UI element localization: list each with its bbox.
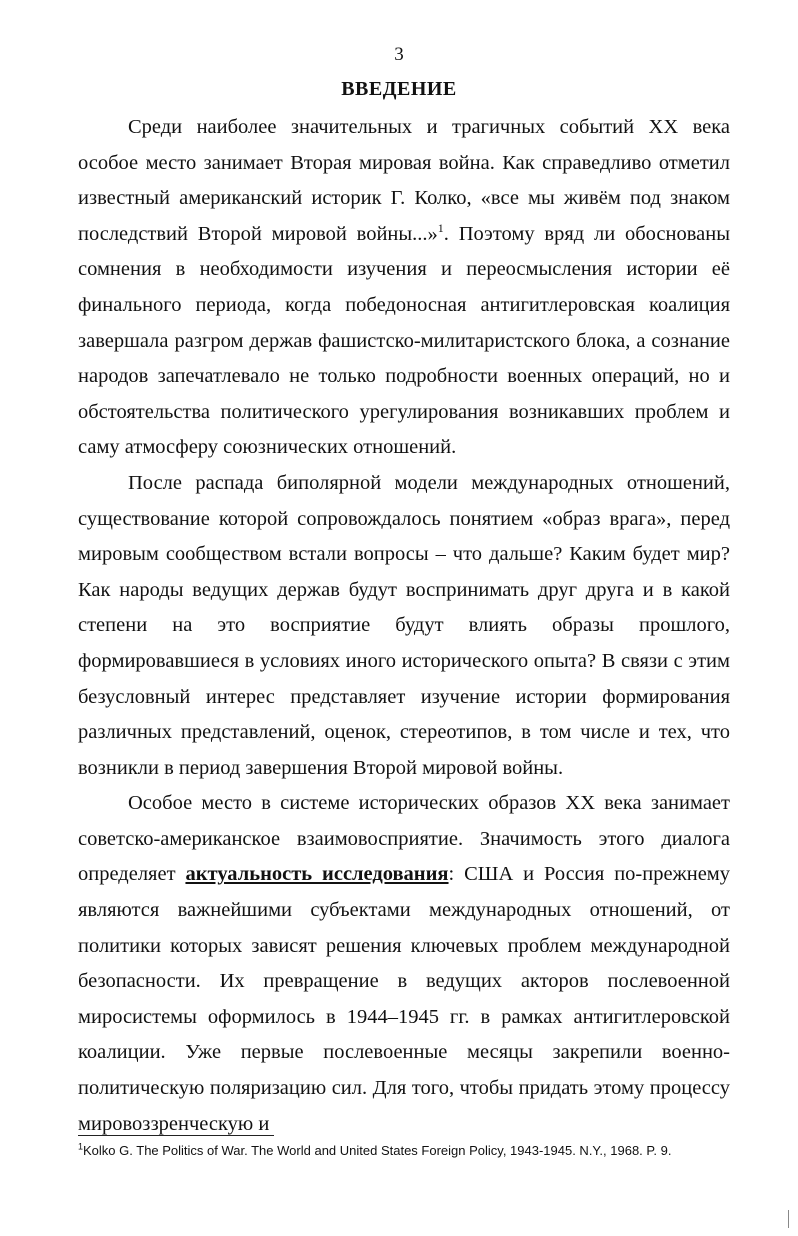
footnote-reference: 1 — [437, 220, 444, 235]
scan-edge-mark — [788, 1210, 789, 1228]
footnote-mark: 1 — [78, 1141, 84, 1152]
paragraph-3 — [78, 786, 730, 1142]
body-text — [78, 110, 730, 1142]
paragraph-1-text-b: . Поэтому вряд ли обоснованы сомнения в необходимости изучения и переосмысления истории её финального периода, когда победоносная антигитлеровская коалиция завершала разгром держав фашистско-милитаристского блока, а сознание народов запечатлевало не только подробности военных операций, но и обстоятельства политического урегулирования возникавших проблем и саму атмосферу союзнических отношений. — [78, 222, 730, 459]
paragraph-3-text-a: Особое место в системе исторических образов XX века занимает советско-американское взаимовосприятие. Значимость этого диалога определяет — [78, 792, 730, 886]
footnote — [78, 1142, 758, 1160]
relevance-term: актуальность исследования — [185, 863, 449, 886]
paragraph-2: После распада биполярной модели международных отношений, существование которой сопровождалось понятием «образ врага», перед мировым сообществом встали вопросы – что дальше? Каким будет мир? Как народы ведущих держав будут воспринимать друг друга и в какой степени на это восприятие будут влиять образы прошлого, формировавшиеся в условиях иного исторического опыта? В связи с этим безусловный интерес представляет изучение истории формирования различных представлений, оценок, стереотипов, в том числе и тех, что возникли в период завершения Второй мировой войны. — [78, 471, 730, 779]
paragraph-1-text-a: Среди наиболее значительных и трагичных событий XX века особое место занимает Вторая мировая война. Как справедливо отметил известный американский историк Г. Колко, «все мы живём под знаком последствий Второй мировой войны...» — [78, 116, 730, 245]
section-heading: ВВЕДЕНИЕ — [341, 78, 457, 100]
paragraph-3-text-b: : США и Россия по-прежнему являются важнейшими субъектами международных отношений, от политики которых зависят решения ключевых проблем международной безопасности. Их превращение в ведущих акторов послевоенной миросистемы оформилось в 1944–1945 гг. в рамках антигитлеровской коалиции. Уже первые послевоенные месяцы закрепили военно-политическую поляризацию сил. Для того, чтобы придать этому процессу мировоззренческую и — [78, 863, 731, 1135]
paragraph-1 — [78, 110, 730, 466]
page-number: 3 — [394, 44, 404, 65]
footnote-divider — [78, 1135, 274, 1136]
footnote-text: Kolko G. The Politics of War. The World and United States Foreign Policy, 1943-1945. N.Y., 1968. P. 9. — [83, 1143, 672, 1158]
